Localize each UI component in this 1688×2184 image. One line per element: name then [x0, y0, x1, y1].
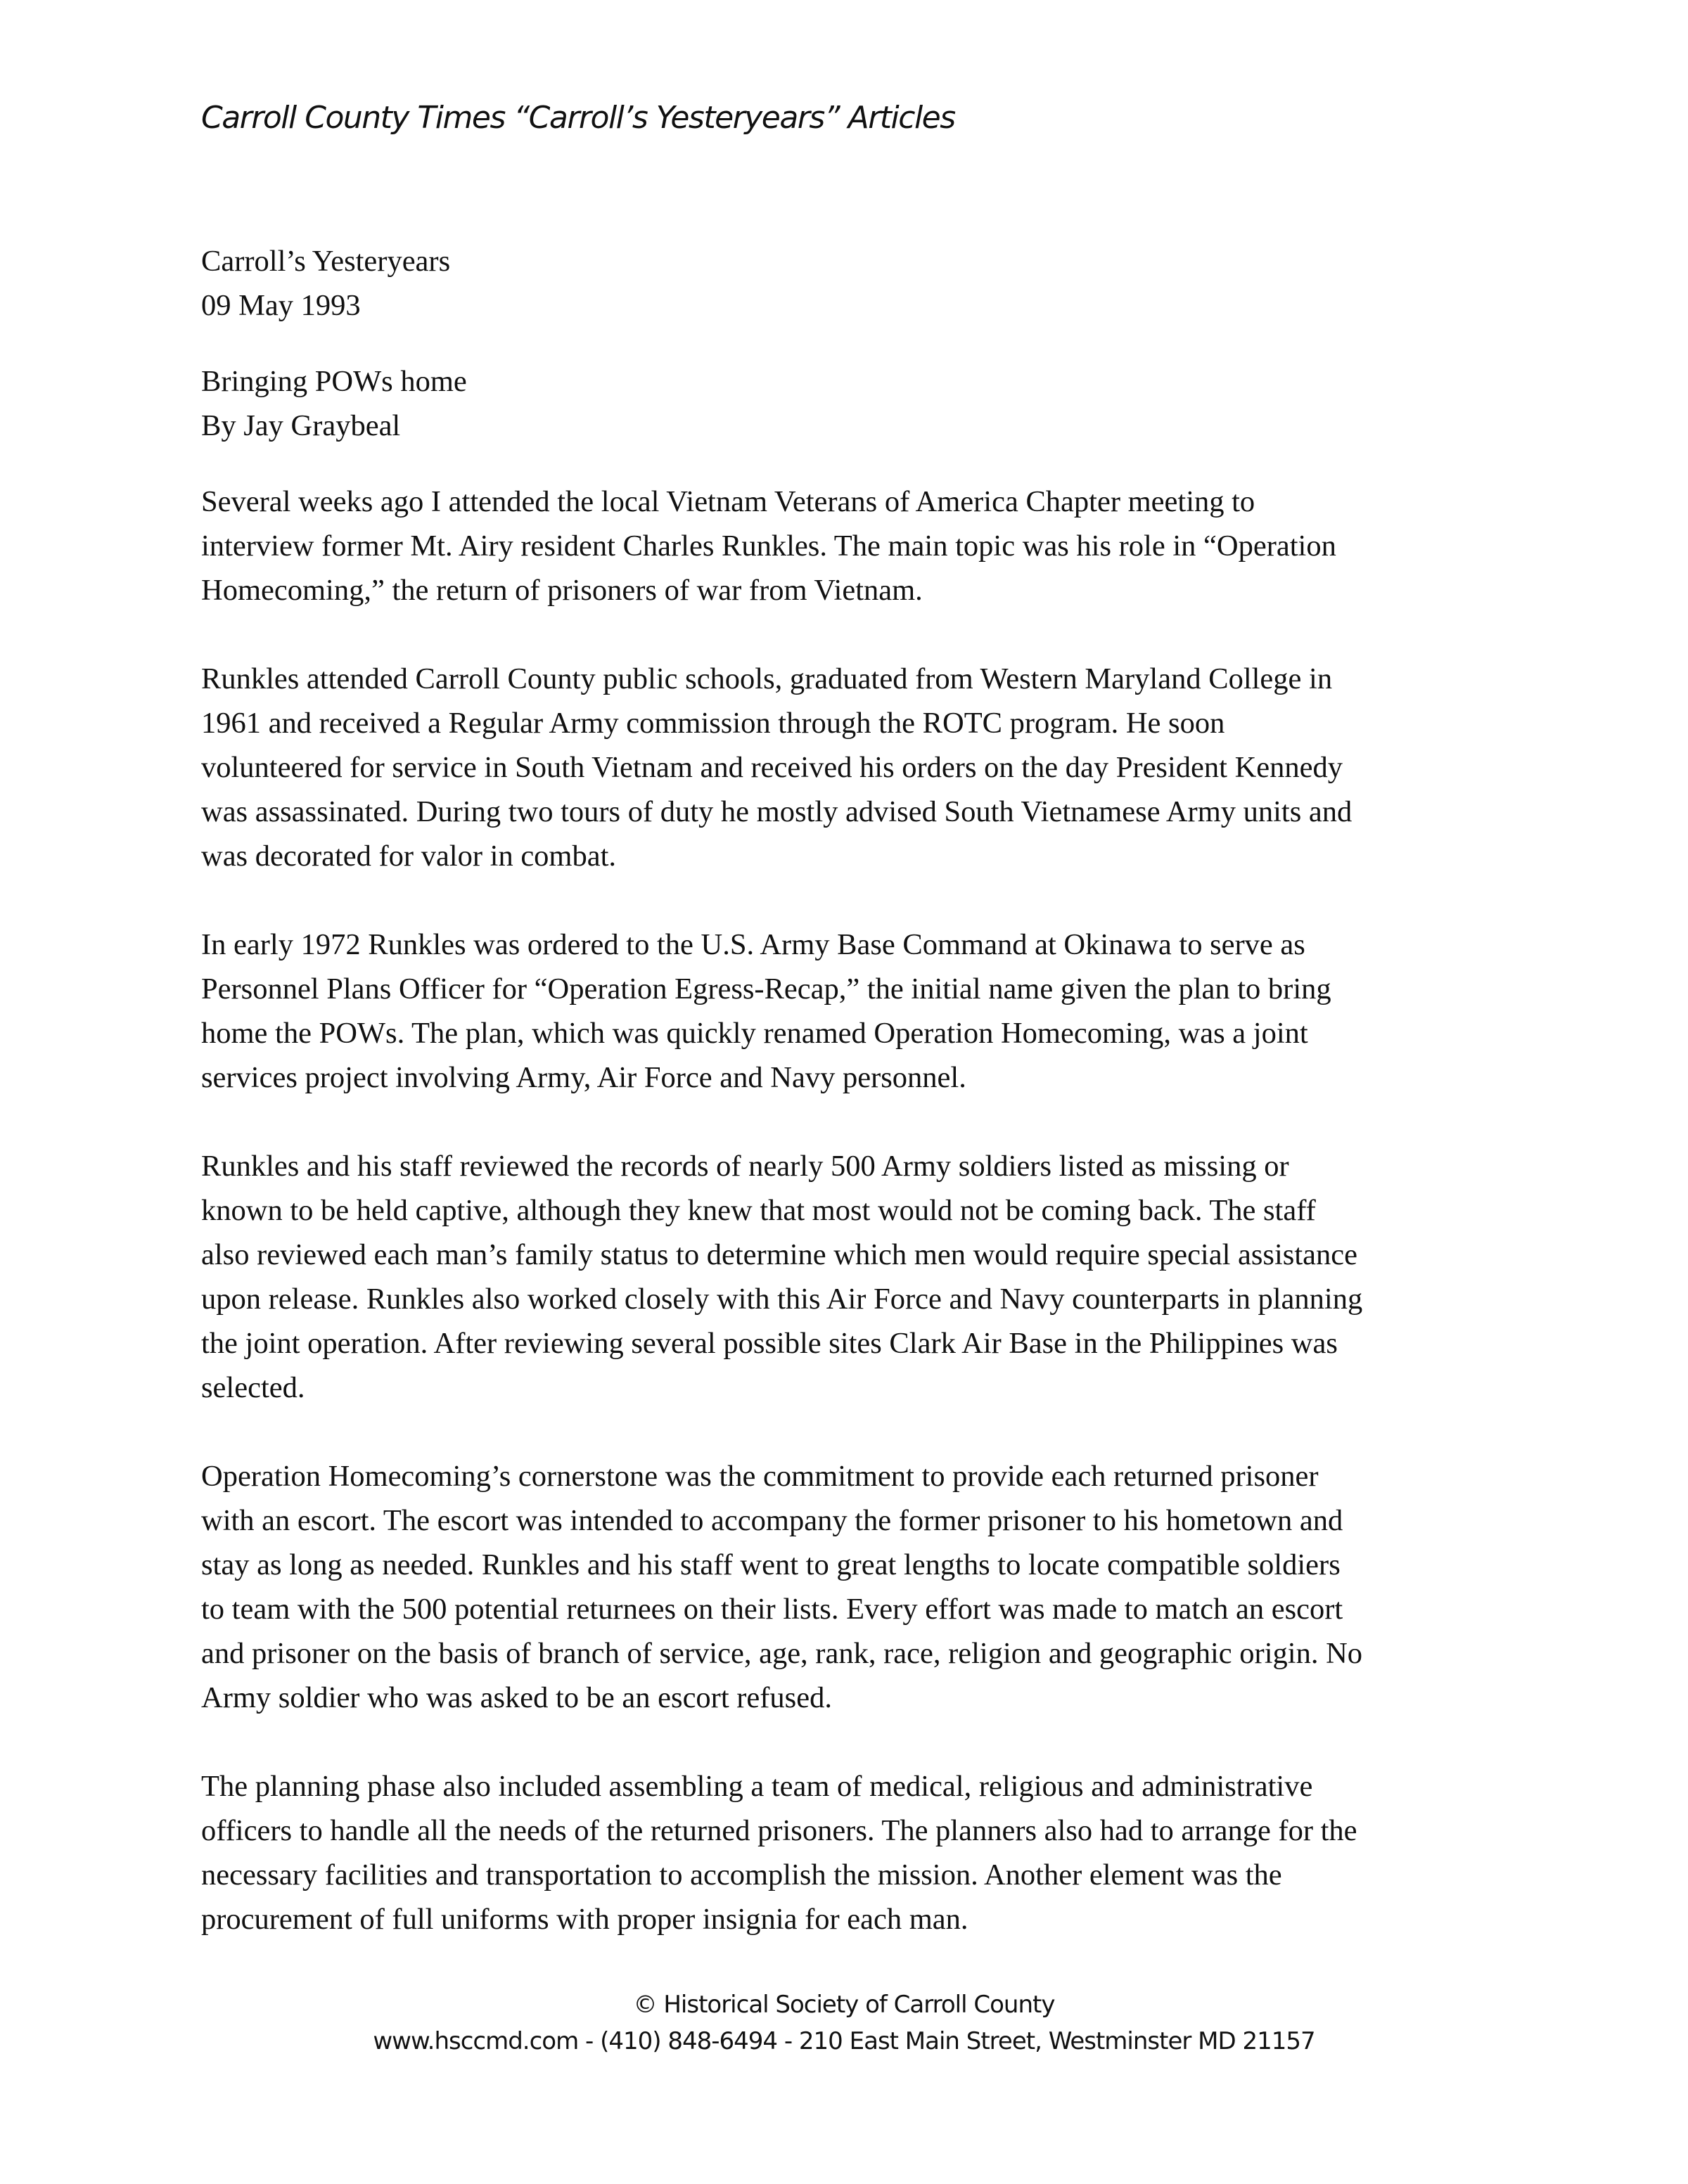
text-line: stay as long as needed. Runkles and his staff went to great lengths to locate compatible soldiers	[201, 1548, 1341, 1581]
text-line: Runkles and his staff reviewed the records of nearly 500 Army soldiers listed as missing or	[201, 1150, 1289, 1183]
text-line: upon release. Runkles also worked closely with this Air Force and Navy counterparts in planning	[201, 1283, 1363, 1316]
text-line: Homecoming,” the return of prisoners of war from Vietnam.	[201, 574, 923, 607]
text-line: and prisoner on the basis of branch of service, age, rank, race, religion and geographic origin. No	[201, 1637, 1363, 1670]
column-name: Carroll’s Yesteryears	[201, 245, 451, 278]
footer-copyright: © Historical Society of Carroll County	[633, 1991, 1055, 2019]
text-line: volunteered for service in South Vietnam and received his orders on the day President Kennedy	[201, 751, 1343, 784]
text-line: the joint operation. After reviewing several possible sites Clark Air Base in the Philippines was	[201, 1327, 1338, 1360]
text-line: also reviewed each man’s family status to determine which men would require special assistance	[201, 1238, 1357, 1271]
text-line: selected.	[201, 1371, 305, 1404]
text-line: to team with the 500 potential returnees on their lists. Every effort was made to match an escort	[201, 1593, 1343, 1626]
paragraph	[201, 1454, 1523, 1720]
article-byline: By Jay Graybeal	[201, 409, 401, 442]
paragraph	[201, 657, 1523, 878]
text-line: was decorated for valor in combat.	[201, 840, 617, 873]
paragraph	[201, 923, 1523, 1100]
paragraph	[201, 1144, 1523, 1410]
text-line: Army soldier who was asked to be an escort refused.	[201, 1681, 832, 1714]
text-line: with an escort. The escort was intended to accompany the former prisoner to his hometown and	[201, 1504, 1343, 1537]
text-line: Personnel Plans Officer for “Operation Egress-Recap,” the initial name given the plan to bring	[201, 972, 1331, 1006]
text-line: The planning phase also included assembling a team of medical, religious and administrative	[201, 1770, 1313, 1803]
article-heading	[201, 359, 1523, 448]
text-line: home the POWs. The plan, which was quickly renamed Operation Homecoming, was a joint	[201, 1017, 1308, 1050]
page-footer	[0, 1986, 1688, 2060]
text-line: 1961 and received a Regular Army commission through the ROTC program. He soon	[201, 707, 1225, 740]
text-line: Runkles attended Carroll County public schools, graduated from Western Maryland College in	[201, 662, 1333, 695]
article-title: Bringing POWs home	[201, 365, 467, 398]
article-date: 09 May 1993	[201, 289, 361, 322]
text-line: known to be held captive, although they knew that most would not be coming back. The staff	[201, 1194, 1316, 1227]
running-header: Carroll County Times “Carroll’s Yesteryears” Articles	[201, 100, 955, 136]
text-line: Several weeks ago I attended the local Vietnam Veterans of America Chapter meeting to	[201, 485, 1255, 518]
text-line: Operation Homecoming’s cornerstone was the commitment to provide each returned prisoner	[201, 1460, 1319, 1493]
article-paragraphs	[201, 480, 1523, 1941]
article-body	[201, 239, 1523, 1986]
text-line: interview former Mt. Airy resident Charles Runkles. The main topic was his role in “Operation	[201, 529, 1336, 563]
text-line: necessary facilities and transportation to accomplish the mission. Another element was the	[201, 1858, 1282, 1891]
text-line: services project involving Army, Air Force and Navy personnel.	[201, 1061, 966, 1094]
text-line: In early 1972 Runkles was ordered to the U.S. Army Base Command at Okinawa to serve as	[201, 928, 1305, 961]
footer-contact: www.hsccmd.com - (410) 848-6494 - 210 East Main Street, Westminster MD 21157	[373, 2027, 1315, 2055]
text-line: was assassinated. During two tours of duty he mostly advised South Vietnamese Army units and	[201, 795, 1353, 828]
column-info	[201, 239, 1523, 328]
text-line: procurement of full uniforms with proper insignia for each man.	[201, 1903, 968, 1936]
text-line: officers to handle all the needs of the returned prisoners. The planners also had to arrange for the	[201, 1814, 1357, 1847]
paragraph	[201, 1764, 1523, 1941]
paragraph	[201, 480, 1523, 612]
